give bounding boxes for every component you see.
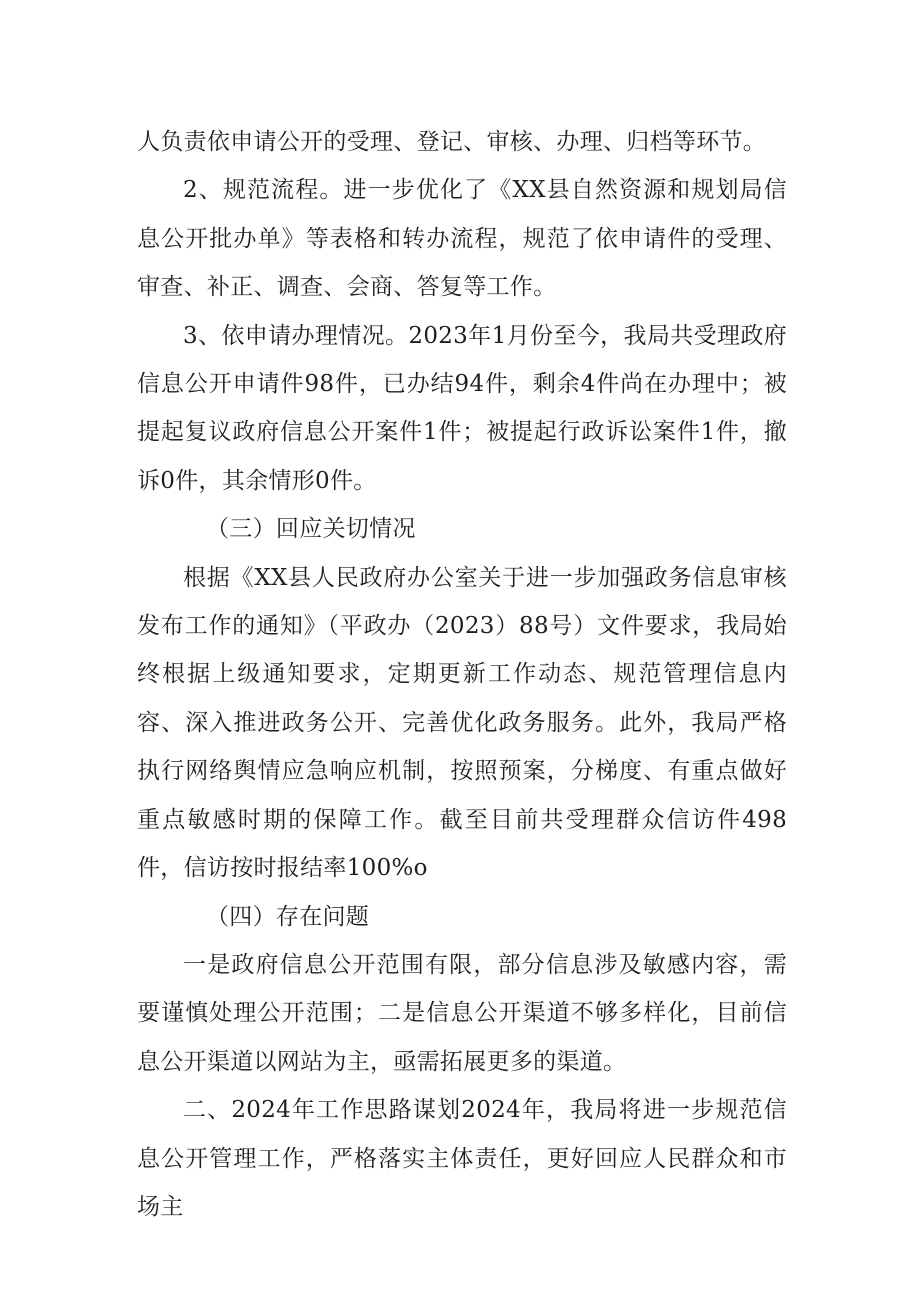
paragraph-existing-problems: 一是政府信息公开范围有限，部分信息涉及敏感内容，需要谨慎处理公开范围；二是信息公开渠道不够多样化，目前信息公开渠道以网站为主，亟需拓展更多的渠道。 [137,951,787,1075]
document-body [137,118,787,1231]
paragraph-standardize-process: 2、规范流程。进一步优化了《XX县自然资源和规划局信息公开批办单》等表格和转办流程，规范了依申请件的受理、审查、补正、调查、会商、答复等工作。 [137,177,787,301]
paragraph-response-concerns: 根据《XX县人民政府办公室关于进一步加强政务信息审核发布工作的通知》（平政办（2023）88号）文件要求，我局始终根据上级通知要求，定期更新工作动态、规范管理信息内容、深入推进政务公开、完善优化政务服务。此外，我局严格执行网络舆情应急响应机制，按照预案，分梯度、有重点做好重点敏感时期的保障工作。截至目前共受理群众信访件498件，信访按时报结率100%o [137,564,787,882]
paragraph-2024-plan: 二、2024年工作思路谋划2024年，我局将进一步规范信息公开管理工作，严格落实主体责任，更好回应人民群众和市场主 [137,1097,787,1220]
section-heading-response-concerns: （三）回应关切情况 [206,516,416,543]
paragraph-application-handling: 3、依申请办理情况。2023年1月份至今，我局共受理政府信息公开申请件98件，已办结94件，剩余4件尚在办理中；被提起复议政府信息公开案件1件；被提起行政诉讼案件1件，撤诉0件，其余情形0件。 [137,322,787,494]
section-heading-existing-problems: （四）存在问题 [206,903,370,930]
paragraph-continuation: 人负责依申请公开的受理、登记、审核、办理、归档等环节。 [137,129,767,155]
